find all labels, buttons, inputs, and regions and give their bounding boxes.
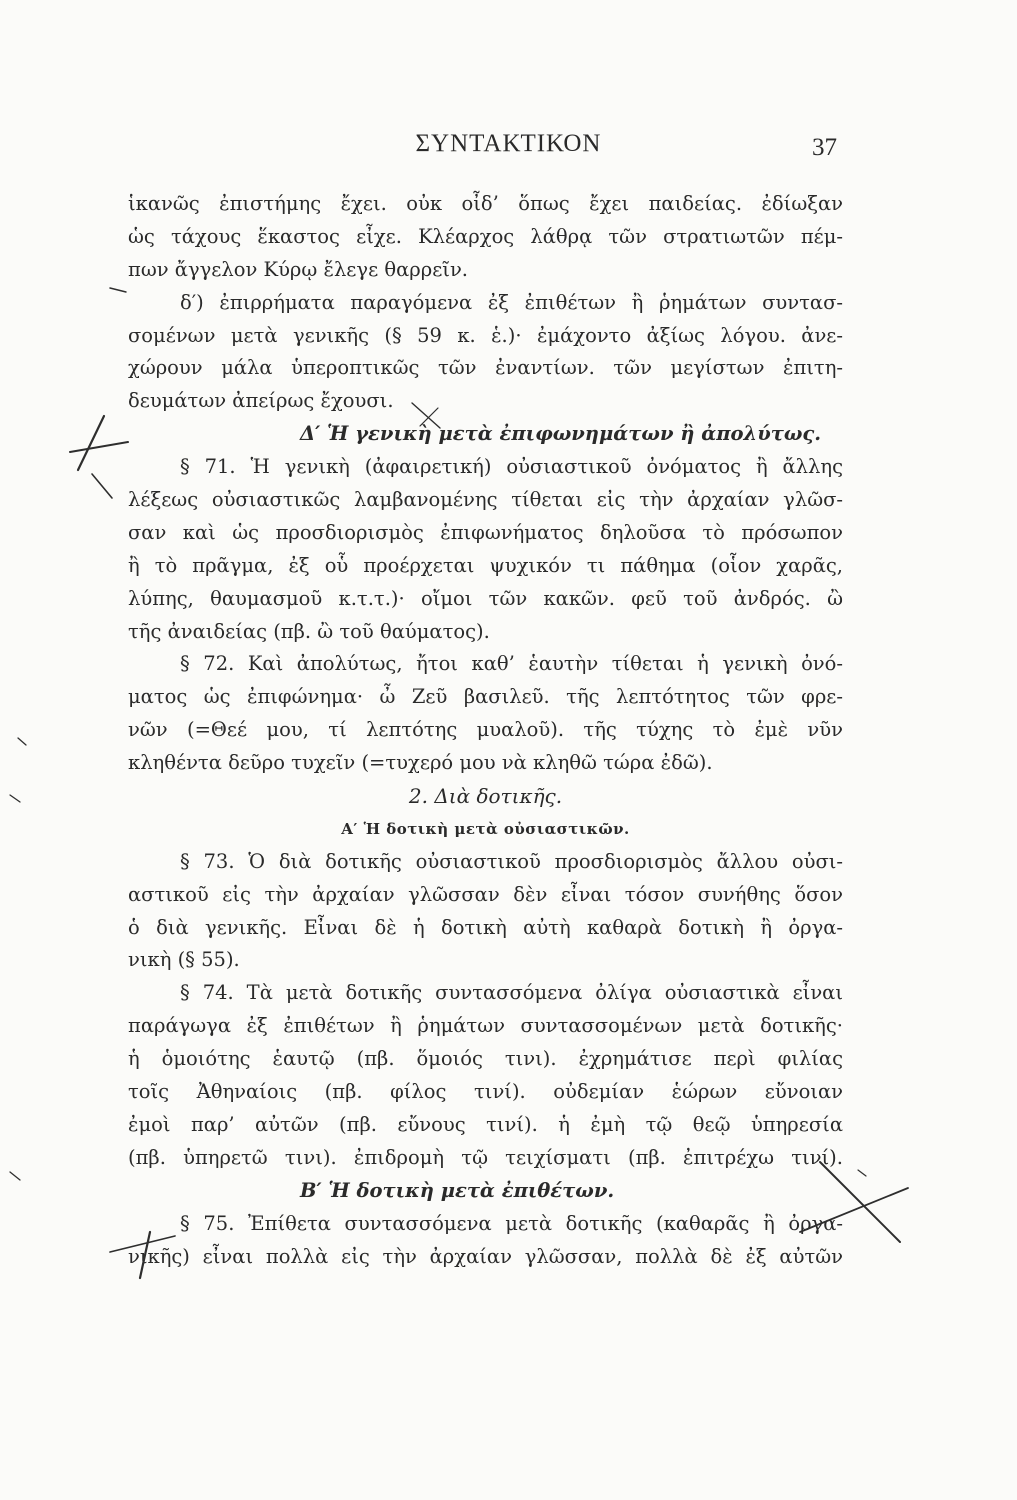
text-line: δευμάτων ἀπείρως ἔχουσι. [128,389,394,413]
text-line: σαν καὶ ὡς προσδιορισμὸς ἐπιφωνήματος δηλοῦσα τὸ πρόσωπον [128,520,843,544]
text-line: ἐμοὶ παρ’ αὐτῶν (πβ. εὔνους τινί). ἡ ἐμὴ τῷ θεῷ ὑπηρεσία [128,1112,843,1136]
page-number: 37 [812,134,837,161]
margin-tick-mark [18,738,26,745]
text-line: τοῖς Ἀθηναίοις (πβ. φίλος τινί). οὐδεμίαν ἑώρων εὔνοιαν [128,1080,843,1104]
margin-tick-mark [10,1172,20,1180]
subsection-heading: Α′ Ἡ δοτικὴ μετὰ οὐσιαστικῶν. [341,819,630,838]
paragraph-72-start: § 72. Καὶ ἀπολύτως, ἤτοι καθ’ ἑαυτὴν τίθεται ἡ γενικὴ ὀνό- [180,652,843,676]
text-line: ματος ὡς ἐπιφώνημα· ὦ Ζεῦ βασιλεῦ. τῆς λεπτότητος τῶν φρε- [128,685,843,709]
text-line: ἢ τὸ πρᾶγμα, ἐξ οὗ προέρχεται ψυχικόν τι πάθημα (οἷον χαρᾶς, [128,553,843,577]
margin-tick-mark [10,795,20,802]
text-line: τῆς ἀναιδείας (πβ. ὢ τοῦ θαύματος). [128,619,490,643]
text-line: νικὴ (§ 55). [128,948,240,972]
margin-tick-mark [110,288,126,292]
text-line: πων ἄγγελον Κύρῳ ἔλεγε θαρρεῖν. [128,257,469,281]
body-text [128,188,843,1273]
text-line: νικῆς) εἶναι πολλὰ εἰς τὴν ἀρχαίαν γλῶσσαν, πολλὰ δὲ ἐξ αὐτῶν [128,1244,843,1268]
text-line: λύπης, θαυμασμοῦ κ.τ.τ.)· οἴμοι τῶν κακῶν. φεῦ τοῦ ἀνδρός. ὢ [128,586,843,610]
paragraph-71-start: § 71. Ἡ γενικὴ (ἀφαιρετική) οὐσιαστικοῦ ὀνόματος ἢ ἄλλης [180,455,843,479]
text-line: δ′) ἐπιρρήματα παραγόμενα ἐξ ἐπιθέτων ἢ ῥημάτων συντασ- [180,290,843,314]
text-line: παράγωγα ἐξ ἐπιθέτων ἢ ῥημάτων συντασσομένων μετὰ δοτικῆς· [128,1014,843,1038]
text-line: ἱκανῶς ἐπιστήμης ἔχει. οὐκ οἶδ’ ὅπως ἔχει παιδείας. ἐδίωξαν [128,192,843,215]
margin-cross-mark [70,442,128,452]
margin-cross-mark [92,474,112,498]
subsection-heading: Δ′ Ἡ γενικὴ μετὰ ἐπιφωνημάτων ἢ ἀπολύτως. [300,422,822,446]
text-line: ἡ ὁμοιότης ἑαυτῷ (πβ. ὅμοιός τινι). ἐχρημάτισε περὶ φιλίας [128,1047,843,1071]
running-head [0,128,1017,168]
text-line: χώρουν μάλα ὑπεροπτικῶς τῶν ἐναντίων. τῶν μεγίστων ἐπιτη- [128,356,843,380]
text-line: αστικοῦ εἰς τὴν ἀρχαίαν γλῶσσαν δὲν εἶναι τόσον συνήθης ὅσον [128,882,843,906]
text-line: σομένων μετὰ γενικῆς (§ 59 κ. ἑ.)· ἐμάχοντο ἀξίως λόγου. ἀνε- [128,323,843,347]
subsection-heading: Β′ Ἡ δοτικὴ μετὰ ἐπιθέτων. [300,1178,615,1202]
section-heading: 2. Διὰ δοτικῆς. [408,784,563,809]
paragraph-73-start: § 73. Ὁ διὰ δοτικῆς οὐσιαστικοῦ προσδιορισμὸς ἄλλου οὐσι- [180,849,843,873]
margin-cross-mark [78,416,104,470]
margin-tick-mark [858,1170,866,1176]
text-line: λέξεως οὐσιαστικῶς λαμβανομένης τίθεται εἰς τὴν ἀρχαίαν γλῶσ- [128,488,843,512]
text-line: ὁ διὰ γενικῆς. Εἶναι δὲ ἡ δοτικὴ αὐτὴ καθαρὰ δοτικὴ ἢ ὀργα- [128,915,843,939]
running-title: ΣΥΝΤΑΚΤΙΚΟΝ [415,130,602,157]
paragraph-74-start: § 74. Τὰ μετὰ δοτικῆς συντασσόμενα ὀλίγα οὐσιαστικὰ εἶναι [180,981,843,1005]
text-line: (πβ. ὑπηρετῶ τινι). ἐπιδρομὴ τῷ τειχίσματι (πβ. ἐπιτρέχω τινί). [128,1145,843,1169]
text-line: νῶν (=Θεέ μου, τί λεπτότης μυαλοῦ). τῆς τύχης τὸ ἐμὲ νῦν [128,718,843,742]
text-line: κληθέντα δεῦρο τυχεῖν (=τυχερό μου νὰ κληθῶ τώρα ἐδῶ). [128,751,713,775]
paragraph-75-start: § 75. Ἐπίθετα συντασσόμενα μετὰ δοτικῆς (καθαρᾶς ἢ ὀργα- [180,1211,843,1235]
text-line: ὡς τάχους ἕκαστος εἶχε. Κλέαρχος λάθρᾳ τῶν στρατιωτῶν πέμ- [128,224,843,248]
